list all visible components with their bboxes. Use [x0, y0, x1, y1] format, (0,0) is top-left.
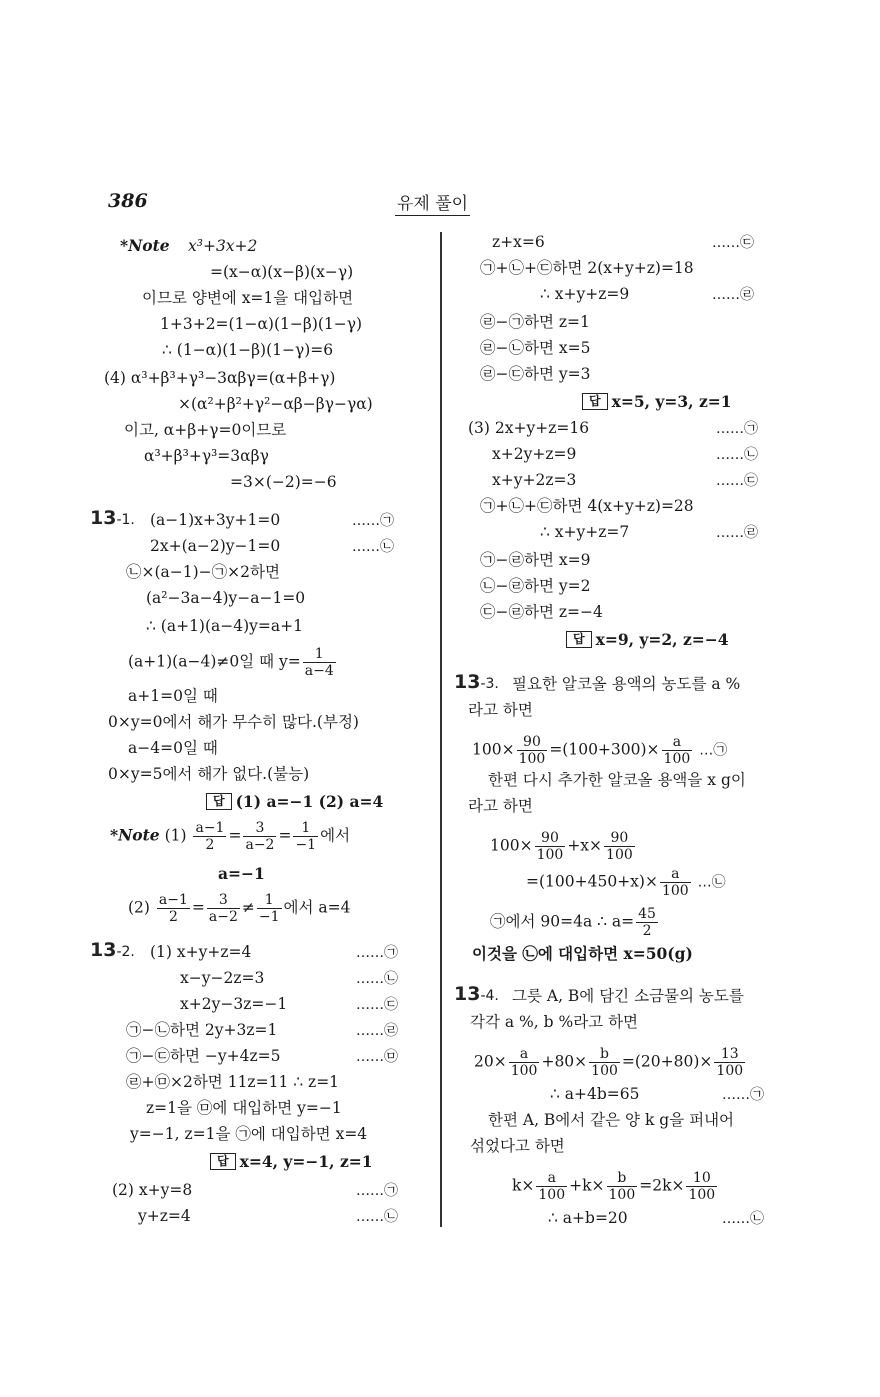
solution-line: α³+β³+γ³=3αβγ: [144, 447, 269, 465]
solution-line: (4) α³+β³+γ³−3αβγ=(α+β+γ): [104, 369, 336, 387]
note-line: =(x−α)(x−β)(x−γ): [210, 263, 354, 281]
equation-marker: ……㉠: [356, 1183, 398, 1199]
page-number: 386: [108, 190, 148, 212]
equation-line: ㉠에서 90=4a ∴ a= $\frac{45}{2}$: [490, 906, 656, 939]
equation-line: 20× $\frac{a}{100}$ +80× $\frac{b}{100}$ =(20+80)× $\frac{13}{100}$: [474, 1046, 744, 1079]
solution-line: x+2y−3z=−1: [180, 995, 288, 1013]
answer-badge: 답: [210, 1153, 236, 1170]
solution-line: ×(α²+β²+γ²−αβ−βγ−γα): [178, 395, 373, 413]
note-block: *Note (1) $\frac{a-1}{2}$ = $\frac{3}{a-2}$ = $\frac{1}{-1}$ 에서: [110, 820, 351, 853]
solution-line: ∴ a+b=20: [548, 1209, 628, 1227]
solution-line: ∴ x+y+z=9: [540, 285, 630, 303]
equation-line: =(100+450+x)× $\frac{a}{100}$ …㉡: [526, 866, 726, 899]
solution-line: ∴ (a+1)(a−4)y=a+1: [146, 617, 303, 635]
solution-line: =3×(−2)=−6: [230, 473, 337, 491]
solution-line: (2) x+y=8: [112, 1181, 193, 1199]
solution-line: ㉠−㉣하면 x=9: [480, 551, 591, 569]
solution-line: a+1=0일 때: [128, 687, 218, 705]
solution-line: ㉣+㉤×2하면 11z=11 ∴ z=1: [126, 1073, 340, 1091]
answer-badge: 답: [206, 793, 232, 810]
solution-line: 0×y=5에서 해가 없다.(불능): [108, 765, 310, 783]
equation-marker: ……㉤: [356, 1049, 398, 1065]
solution-line: 2x+(a−2)y−1=0: [150, 537, 281, 555]
solution-line: x+y+2z=3: [492, 471, 577, 489]
equation-marker: ……㉠: [352, 513, 394, 529]
equation-line: 100× $\frac{90}{100}$ =(100+300)× $\frac{a}{100}$ …㉠: [472, 734, 728, 767]
solution-line: 이것을 ㉡에 대입하면 x=50(g): [472, 944, 693, 963]
solution-line: 0×y=0에서 해가 무수히 많다.(부정): [108, 713, 359, 731]
answer-line: 답 x=9, y=2, z=−4: [566, 630, 729, 650]
equation-marker: ……㉣: [712, 287, 754, 303]
equation-marker: ……㉣: [356, 1023, 398, 1039]
equation-marker: ……㉡: [722, 1211, 764, 1227]
answer-badge: 답: [582, 393, 608, 410]
equation-marker: ……㉡: [716, 447, 758, 463]
solution-line: ∴ a+4b=65: [550, 1085, 640, 1103]
solution-line: (a+1)(a−4)≠0일 때 y= $\frac{1}{a-4}$: [128, 646, 334, 679]
solution-line: ㉡×(a−1)−㉠×2하면: [126, 563, 280, 581]
solution-line: ㉢−㉣하면 z=−4: [480, 603, 603, 621]
note-result: a=−1: [218, 864, 265, 883]
solution-line: 섞었다고 하면: [470, 1137, 565, 1155]
solution-line: 한편 다시 추가한 알코올 용액을 x g이: [488, 771, 746, 789]
solution-line: (a²−3a−4)y−a−1=0: [146, 589, 306, 607]
fraction: $\frac{1}{a-4}$: [304, 646, 334, 679]
solution-line: 한편 A, B에서 같은 양 k g을 퍼내어: [488, 1111, 735, 1129]
note-line: 이므로 양변에 x=1을 대입하면: [142, 289, 354, 307]
equation-marker: ……㉠: [716, 421, 758, 437]
solution-line: 라고 하면: [468, 701, 533, 719]
solution-line: z+x=6: [492, 233, 545, 251]
solution-line: 이고, α+β+γ=0이므로: [124, 421, 287, 439]
problem-number: 13-3.: [454, 671, 499, 693]
equation-marker: ……㉣: [716, 525, 758, 541]
note-block: (2) $\frac{a-1}{2}$ = $\frac{3}{a-2}$ ≠ $\frac{1}{-1}$ 에서 a=4: [128, 892, 351, 925]
solution-line: ㉣−㉠하면 z=1: [480, 313, 590, 331]
solution-line: ㉠−㉢하면 −y+4z=5: [126, 1047, 281, 1065]
solution-line: a−4=0일 때: [128, 739, 218, 757]
solution-line: x+2y+z=9: [492, 445, 577, 463]
equation-line: k× $\frac{a}{100}$ +k× $\frac{b}{100}$ =2k× $\frac{10}{100}$: [512, 1170, 716, 1203]
solution-line: ㉠+㉡+㉢하면 2(x+y+z)=18: [480, 259, 694, 277]
solution-line: y=−1, z=1을 ㉠에 대입하면 x=4: [130, 1125, 368, 1143]
problem-number: 13-1.: [90, 507, 135, 529]
equation-marker: ……㉠: [356, 945, 398, 961]
solution-line: y+z=4: [138, 1207, 191, 1225]
equation-marker: ……㉢: [712, 235, 754, 251]
answer-line: 답 x=5, y=3, z=1: [582, 392, 732, 412]
equation-marker: ……㉢: [716, 473, 758, 489]
solution-line: ㉣−㉡하면 x=5: [480, 339, 591, 357]
solution-line: (1) x+y+z=4: [150, 943, 252, 961]
solution-line: 각각 a %, b %라고 하면: [470, 1013, 639, 1031]
equation-marker: ……㉡: [356, 1209, 398, 1225]
solution-line: 라고 하면: [468, 797, 533, 815]
equation-marker: ……㉢: [356, 997, 398, 1013]
column-divider: [440, 232, 442, 1227]
solution-line: ㉠−㉡하면 2y+3z=1: [126, 1021, 278, 1039]
solution-line: z=1을 ㉤에 대입하면 y=−1: [146, 1099, 342, 1117]
page-title: 유제 풀이: [395, 189, 470, 216]
solution-line: (3) 2x+y+z=16: [468, 419, 590, 437]
note-line: x³+3x+2: [188, 237, 258, 255]
solution-line: ㉠+㉡+㉢하면 4(x+y+z)=28: [480, 497, 694, 515]
solution-line: ∴ x+y+z=7: [540, 523, 630, 541]
note-line: 1+3+2=(1−α)(1−β)(1−γ): [160, 315, 363, 333]
note-label: *Note: [120, 236, 170, 255]
solution-line: ㉣−㉢하면 y=3: [480, 365, 591, 383]
answer-line: 답 x=4, y=−1, z=1: [210, 1152, 373, 1172]
problem-number: 13-2.: [90, 939, 135, 961]
equation-marker: ……㉡: [356, 971, 398, 987]
equation-marker: ……㉡: [352, 539, 394, 555]
solution-line: x−y−2z=3: [180, 969, 265, 987]
answer-line: 답 (1) a=−1 (2) a=4: [206, 792, 383, 812]
equation-line: 100× $\frac{90}{100}$ +x× $\frac{90}{100}$: [490, 830, 633, 863]
solution-line: 그릇 A, B에 담긴 소금물의 농도를: [512, 987, 744, 1005]
problem-number: 13-4.: [454, 983, 499, 1005]
equation-marker: ……㉠: [722, 1087, 764, 1103]
answer-badge: 답: [566, 631, 592, 648]
solution-line: 필요한 알코올 용액의 농도를 a %: [512, 675, 741, 693]
solution-line: (a−1)x+3y+1=0: [150, 511, 281, 529]
note-line: ∴ (1−α)(1−β)(1−γ)=6: [162, 341, 334, 359]
solution-line: ㉡−㉣하면 y=2: [480, 577, 591, 595]
